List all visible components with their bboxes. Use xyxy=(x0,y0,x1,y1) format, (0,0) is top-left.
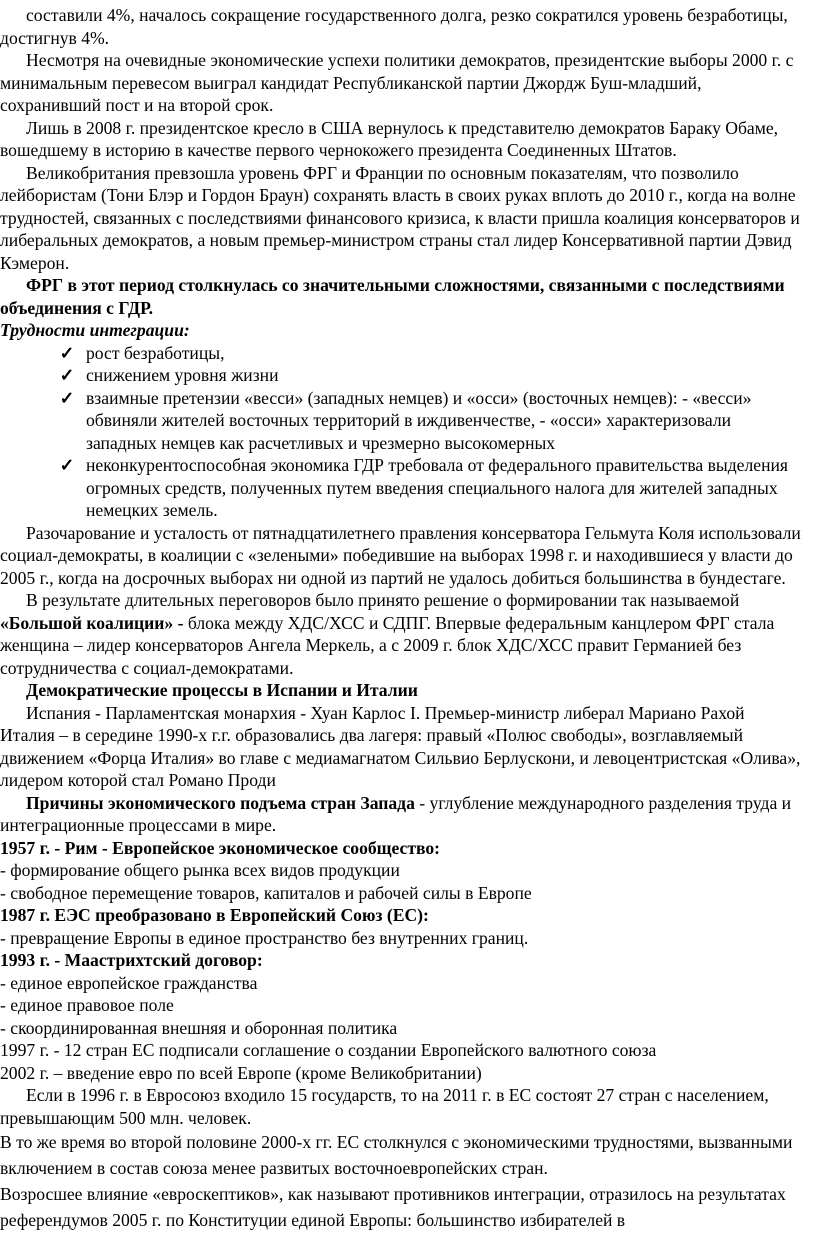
list-item xyxy=(59,364,806,387)
line-1997: 1997 г. - 12 стран ЕС подписали соглашение о создании Европейского валютного союза xyxy=(0,1040,657,1060)
democracy-heading-text: Демократические процессы в Испании и Италии xyxy=(26,680,418,700)
frg-heading-text: ФРГ в этот период столкнулась со значительными сложностями, связанными с последствиями объединения с ГДР. xyxy=(0,275,785,318)
democracy-heading xyxy=(0,679,806,702)
paragraph-grand-coalition xyxy=(0,589,806,679)
line-1987-1: - превращение Европы в единое пространство без внутренних границ. xyxy=(0,927,529,948)
checkmark-icon: ✓ xyxy=(59,342,75,363)
paragraph-spain: Испания - Парламентская монархия - Хуан Карлос I. Премьер-министр либерал Мариано Рахой xyxy=(26,702,745,723)
heading-1957 xyxy=(0,837,806,860)
paragraph-britain: Великобритания превзошла уровень ФРГ и Франции по основным показателям, что позволило лейбористам (Тони Блэр и Гордон Браун) сохранять власть в своих руках вплоть до 2010 г., когда на волне трудностей, связанных с последствиями финансового кризиса, к власти пришла коалиция консерваторов и либеральных демократов, а новым премьер-министром страны стал лидер Консервативной партии Дэвид Кэмерон. xyxy=(0,162,800,273)
paragraph-obama: Лишь в 2008 г. президентское кресло в США вернулось к представителю демократов Бараку Обаме, вошедшему в историю в качестве первого чернокожего президента Соединенных Штатов. xyxy=(0,117,779,160)
reasons-text: - углубление международного разделения труда и интеграционные процессами в мире. xyxy=(0,792,792,835)
line-1957-1: - формирование общего рынка всех видов продукции xyxy=(0,860,400,880)
line-1993-2: - единое правовое поле xyxy=(0,995,174,1015)
grand-coalition-term: «Большой коалиции» - xyxy=(0,612,184,633)
paragraph-eurosceptics: Возросшее влияние «евроскептиков», как называют противников интеграции, отразилось на результатах референдумов 2005 г. по Конституции единой Европы: большинство избирателей в xyxy=(0,1184,786,1230)
line-1993-3: - скоординированная внешняя и оборонная политика xyxy=(0,1017,398,1038)
list-item-text: рост безработицы, xyxy=(86,342,225,363)
list-item-text: взаимные претензии «весси» (западных немцев) и «осси» (восточных немцев): - «весси» обвиняли жителей восточных территорий в иждивенчестве, - «осси» характеризовали западных немцев как расчетливых и чрезмерно высокомерных xyxy=(86,387,752,453)
paragraph-eu-difficulties: В то же время во второй половине 2000-х гг. ЕС столкнулся с экономическими трудностями, вызванными включением в состав союза менее развитых восточноевропейских стран. xyxy=(0,1132,793,1178)
heading-1987 xyxy=(0,904,806,927)
line-2002: 2002 г. – введение евро по всей Европе (кроме Великобритании) xyxy=(0,1062,482,1083)
heading-1957-text: 1957 г. - Рим - Европейское экономическое сообщество: xyxy=(0,837,441,858)
paragraph-reasons xyxy=(0,792,806,837)
checkmark-icon: ✓ xyxy=(59,387,75,408)
grand-coalition-text-b: блока между ХДС/ХСС и СДПГ. Впервые федеральным канцлером ФРГ стала женщина – лидер консерваторов Ангела Меркель, а с 2009 г. блок ХДС/ХСС правит Германией без сотрудничества с социал-демократами. xyxy=(0,612,775,678)
integration-heading-text: Трудности интеграции: xyxy=(0,320,190,340)
paragraph-kohl: Разочарование и усталость от пятнадцатилетнего правления консерватора Гельмута Коля использовали социал-демократы, в коалиции с «зелеными» победившие на выборах 1998 г. и находившиеся у власти до 2005 г., когда на досрочных выборах ни одной из партий не удалось добиться большинства в бундестаге. xyxy=(0,522,801,588)
grand-coalition-text-a: В результате длительных переговоров было принято решение о формировании так называемой xyxy=(26,590,740,610)
checkmark-icon: ✓ xyxy=(59,365,75,385)
list-item xyxy=(59,387,806,455)
paragraph-bush: Несмотря на очевидные экономические успехи политики демократов, президентские выборы 2000 г. с минимальным перевесом выиграл кандидат Республиканской партии Джордж Буш-младший, сохранивший пост и на второй срок. xyxy=(0,50,794,115)
list-item-text: неконкурентоспособная экономика ГДР требовала от федерального правительства выделения огромных средств, полученных путем введения специального налога для жителей западных немецких земель. xyxy=(86,455,789,520)
list-item xyxy=(59,454,806,522)
heading-1993 xyxy=(0,949,806,972)
paragraph-eu-members: Если в 1996 г. в Евросоюз входило 15 государств, то на 2011 г. в ЕС состоят 27 стран с населением, превышающим 500 млн. человек. xyxy=(0,1085,769,1128)
list-item-text: снижением уровня жизни xyxy=(86,365,279,385)
integration-list xyxy=(0,342,806,522)
line-1957-2: - свободное перемещение товаров, капиталов и рабочей силы в Европе xyxy=(0,882,532,903)
heading-1993-text: 1993 г. - Маастрихтский договор: xyxy=(0,950,263,970)
paragraph-italy: Италия – в середине 1990-х г.г. образовались два лагеря: правый «Полюс свободы», возглавляемый движением «Форца Италия» во главе с медиамагнатом Сильвио Берлускони, и левоцентристская «Олива», лидером которой стал Романо Проди xyxy=(0,725,801,790)
paragraph-unemployment: составили 4%, началось сокращение государственного долга, резко сократился уровень безработицы, достигнув 4%. xyxy=(0,5,788,48)
frg-heading xyxy=(0,274,806,319)
checkmark-icon: ✓ xyxy=(59,455,75,475)
reasons-heading: Причины экономического подъема стран Запада xyxy=(26,792,415,813)
line-1993-1: - единое европейское гражданства xyxy=(0,972,258,993)
integration-heading xyxy=(0,319,806,342)
heading-1987-text: 1987 г. ЕЭС преобразовано в Европейский Союз (ЕС): xyxy=(0,905,429,925)
list-item xyxy=(59,342,806,365)
